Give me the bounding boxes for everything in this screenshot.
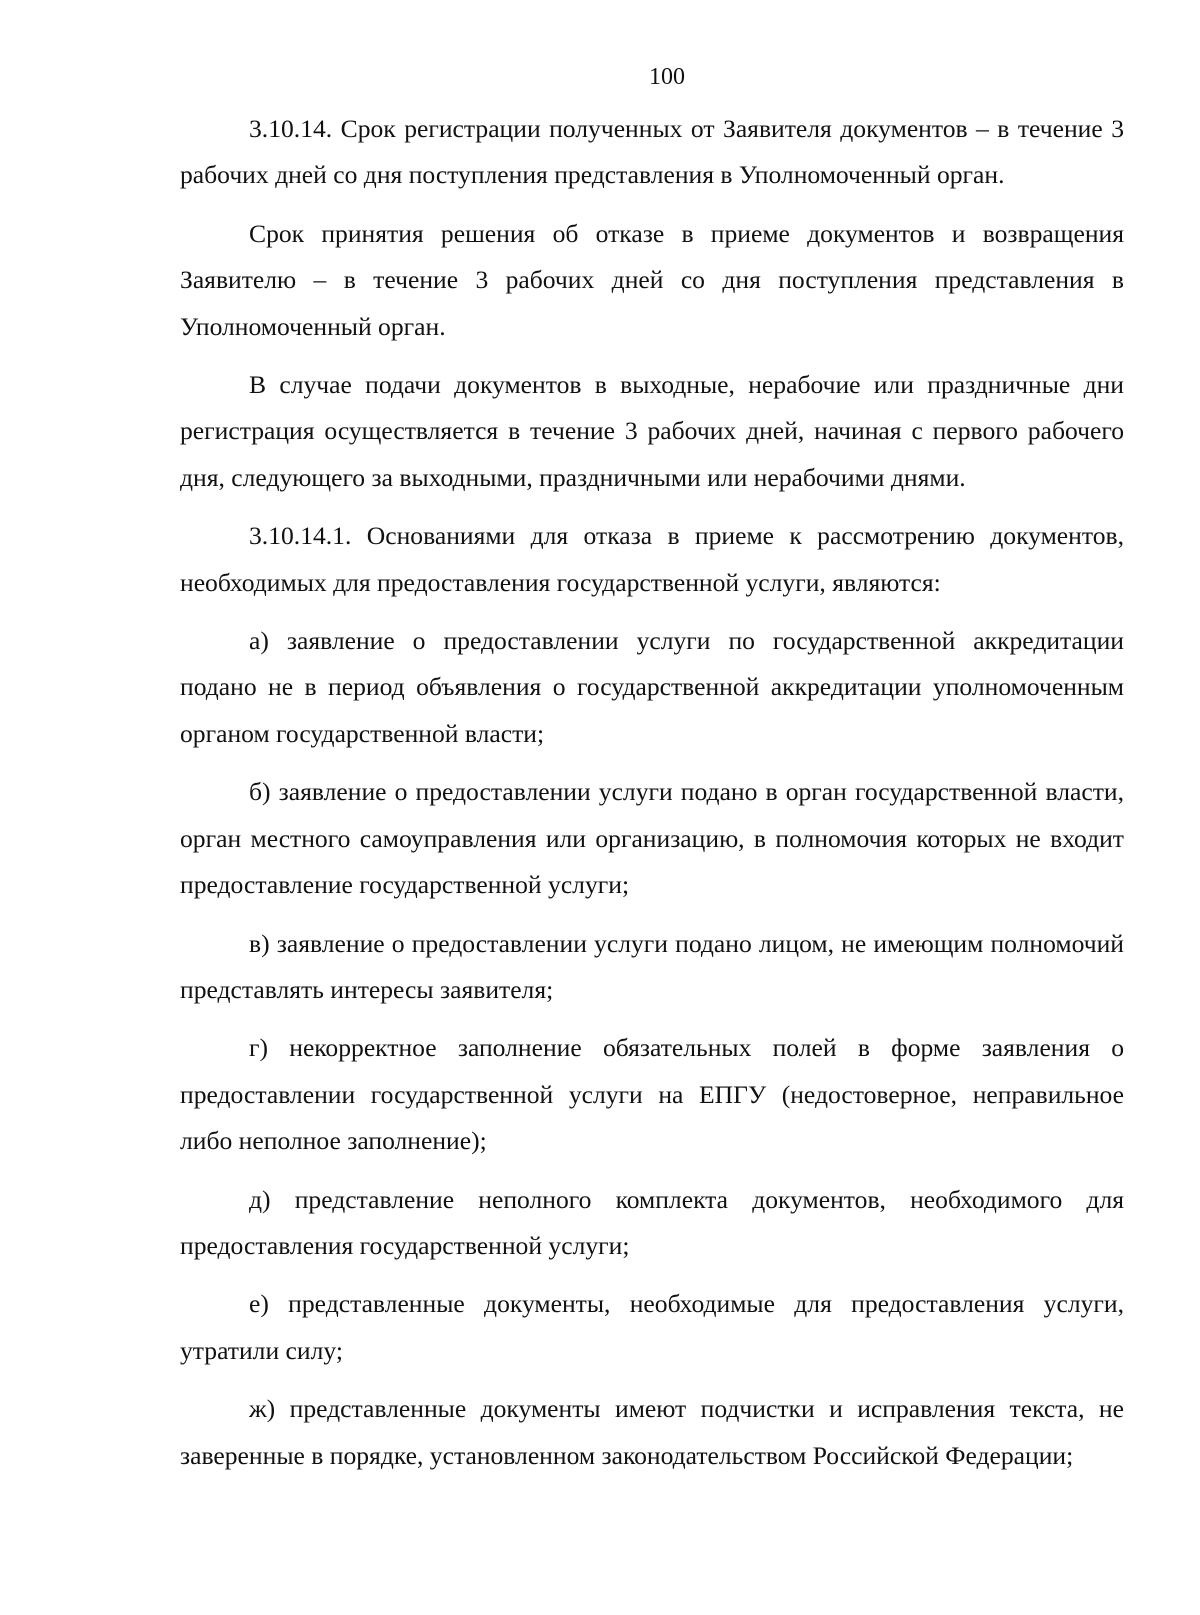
list-item-b: б) заявление о предоставлении услуги подано в орган государственной власти, орган местного самоуправления или организацию, в полномочия которых не входит предоставление государственной услуги; <box>180 777 1124 900</box>
document-body <box>180 106 1124 1491</box>
list-item-d: д) представление неполного комплекта документов, необходимого для предоставления государственной услуги; <box>180 1184 1124 1260</box>
paragraph-3-10-14: 3.10.14. Срок регистрации полученных от Заявителя документов – в течение 3 рабочих дней со дня поступления представления в Уполномоченный орган. <box>180 114 1124 190</box>
list-item-zh: ж) представленные документы имеют подчистки и исправления текста, не заверенные в порядке, установленном законодательством Российской Федерации; <box>180 1394 1124 1470</box>
list-item-v: в) заявление о предоставлении услуги подано лицом, не имеющим полномочий представлять интересы заявителя; <box>180 928 1124 1004</box>
paragraph-holiday-registration: В случае подачи документов в выходные, нерабочие или праздничные дни регистрация осуществляется в течение 3 рабочих дней, начиная с первого рабочего дня, следующего за выходными, праздничными или нерабочими днями. <box>180 370 1124 492</box>
list-item-a: а) заявление о предоставлении услуги по государственной аккредитации подано не в период объявления о государственной аккредитации уполномоченным органом государственной власти; <box>180 626 1124 748</box>
list-item-e: е) представленные документы, необходимые для предоставления услуги, утратили силу; <box>180 1289 1124 1365</box>
page-number: 100 <box>649 64 685 90</box>
paragraph-decision-term: Срок принятия решения об отказе в приеме документов и возвращения Заявителю – в течение 3 рабочих дней со дня поступления представления в Уполномоченный орган. <box>180 218 1124 341</box>
paragraph-3-10-14-1: 3.10.14.1. Основаниями для отказа в приеме к рассмотрению документов, необходимых для предоставления государственной услуги, являются: <box>180 521 1124 597</box>
list-item-g: г) некорректное заполнение обязательных полей в форме заявления о предоставлении государственной услуги на ЕПГУ (недостоверное, неправильное либо неполное заполнение); <box>180 1033 1124 1156</box>
